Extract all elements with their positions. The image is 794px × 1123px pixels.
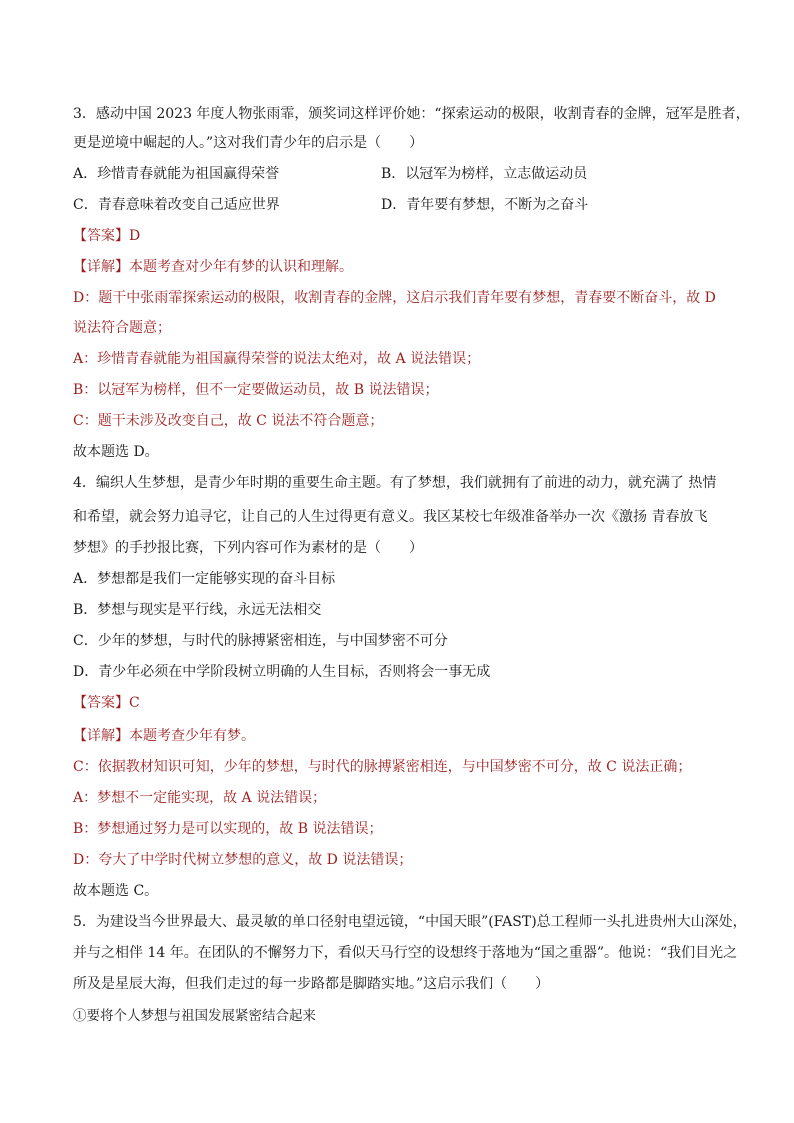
q4-option-a: A．梦想都是我们一定能够实现的奋斗目标 [73, 571, 336, 587]
q4-option-c: C．少年的梦想，与时代的脉搏紧密相连，与中国梦密不可分 [73, 633, 448, 649]
q4-detail-line: A：梦想不一定能实现，故 A 说法错误； [73, 790, 327, 806]
q3-detail-line: D：题干中张雨霏探索运动的极限，收割青春的金牌，这启示我们青年要有梦想，青春要不断奋斗，故 D [73, 290, 716, 306]
q4-option-d: D．青少年必须在中学阶段树立明确的人生目标，否则将会一事无成 [73, 664, 491, 680]
q3-answer: 【答案】D [73, 228, 141, 244]
q3-option-b: B．以冠军为榜样，立志做运动员 [381, 166, 588, 182]
q4-stem-line1: 4．编织人生梦想，是青少年时期的重要生命主题。有了梦想，我们就拥有了前进的动力，就充满了 热情 [73, 475, 717, 491]
q3-detail-title: 【详解】本题考查对少年有梦的认识和理解。 [73, 259, 353, 275]
q4-detail-line: D：夸大了中学时代树立梦想的意义，故 D 说法错误； [73, 852, 413, 868]
q4-conclusion: 故本题选 C。 [73, 883, 159, 899]
q4-detail-title: 【详解】本题考查少年有梦。 [73, 728, 255, 744]
q4-stem-line2: 和希望，就会努力追寻它，让自己的人生过得更有意义。我区某校七年级准备举办一次《激扬 青春放飞 [73, 509, 708, 525]
q4-answer: 【答案】C [73, 695, 140, 711]
q3-options-row1 [73, 164, 721, 184]
q4-stem-line3: 梦想》的手抄报比赛，下列内容可作为素材的是（ ） [73, 540, 423, 556]
q3-detail-line: C：题干未涉及改变自己，故 C 说法不符合题意； [73, 413, 384, 429]
q3-conclusion: 故本题选 D。 [73, 444, 159, 460]
q3-detail-line: 说法符合题意； [73, 320, 171, 336]
q5-statement-1: ①要将个人梦想与祖国发展紧密结合起来 [73, 1008, 316, 1024]
q4-detail-line: B：梦想通过努力是可以实现的，故 B 说法错误； [73, 821, 383, 837]
q5-stem-line2: 并与之相伴 14 年。在团队的不懈努力下，看似天马行空的设想终于落地为“国之重器”。他说：“我们目光之 [73, 945, 738, 961]
q3-option-a: A．珍惜青春就能为祖国赢得荣誉 [73, 166, 280, 182]
q3-option-d: D．青年要有梦想，不断为之奋斗 [381, 197, 589, 213]
q3-options-row2 [73, 195, 721, 215]
q3-detail-line: A：珍惜青春就能为祖国赢得荣誉的说法太绝对，故 A 说法错误； [73, 351, 481, 367]
q3-stem-line2: 更是逆境中崛起的人。”这对我们青少年的启示是（ ） [73, 135, 424, 151]
q3-stem-line1: 3．感动中国 2023 年度人物张雨霏，颁奖词这样评价她：“探索运动的极限，收割青春的金牌，冠军是胜者， [73, 106, 750, 122]
q3-option-c: C．青春意味着改变自己适应世界 [73, 197, 280, 213]
q5-stem-line3: 所及是星辰大海，但我们走过的每一步路都是脚踏实地。”这启示我们（ ） [73, 976, 550, 992]
q3-detail-line: B：以冠军为榜样，但不一定要做运动员，故 B 说法错误； [73, 382, 439, 398]
q5-stem-line1: 5．为建设当今世界最大、最灵敏的单口径射电望远镜，“中国天眼”(FAST)总工程师一头扎进贵州大山深处， [73, 914, 747, 930]
q4-detail-line: C：依据教材知识可知，少年的梦想，与时代的脉搏紧密相连，与中国梦密不可分，故 C 说法正确； [73, 759, 692, 775]
q4-option-b: B．梦想与现实是平行线，永远无法相交 [73, 602, 322, 618]
